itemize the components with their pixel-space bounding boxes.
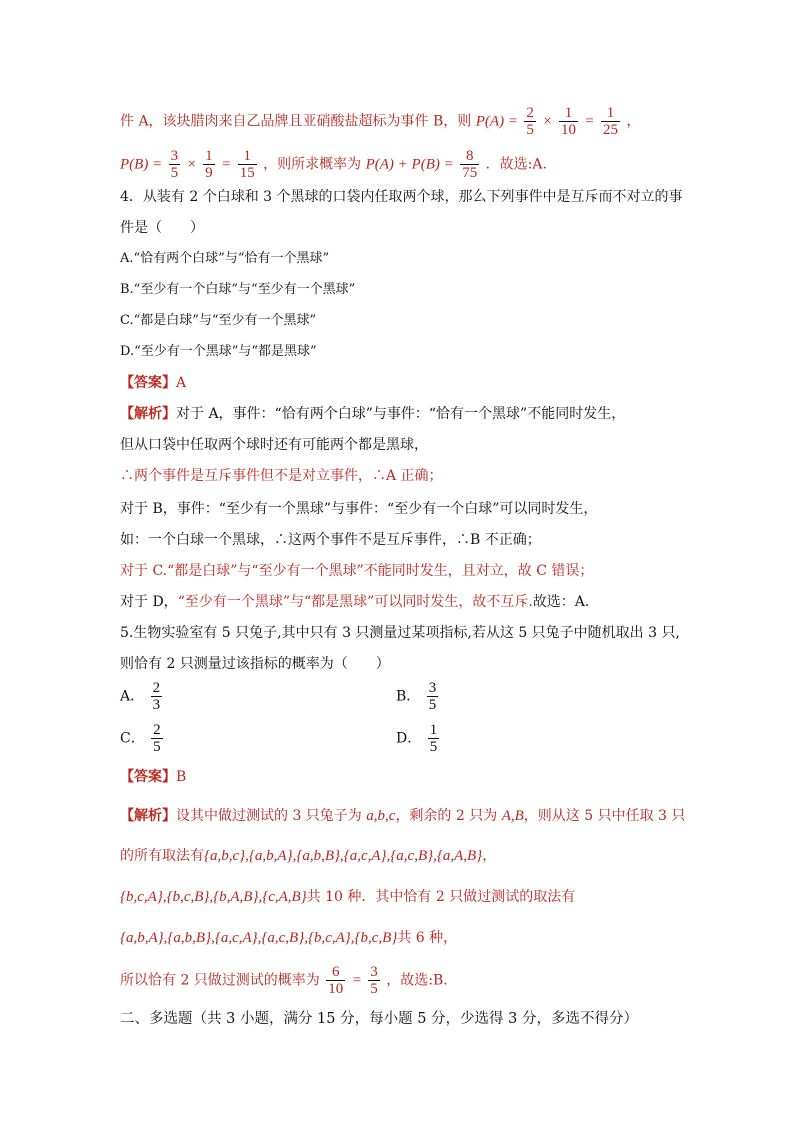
fraction: $\frac{6}{10}$ [328, 964, 344, 997]
q4-explain-2: 但从口袋中任取两个球时还有可能两个都是黑球， [120, 437, 428, 453]
q4-explain-4: 对于 B，事件：“至少有一个黑球”与事件：“至少有一个白球”可以同时发生， [120, 501, 598, 517]
q5-option-c: C． $\frac{2}{5}$ [120, 722, 161, 755]
fraction: $\frac{3}{5}$ [370, 964, 378, 997]
q4-stem-2: 件是（ ） [120, 220, 204, 236]
q4-explain-1: 【解析】对于 A，事件：“恰有两个白球”与事件：“恰有一个黑球”不能同时发生， [120, 406, 626, 422]
fraction: $\frac{2}{3}$ [152, 680, 161, 713]
q4-explain-6: 对于 C.“都是白球”与“至少有一个黑球”不能同时发生，且对立，故 C 错误； [120, 563, 594, 579]
fraction: $\frac{1}{5}$ [429, 722, 438, 755]
q5-explain-2: 的所有取法有{a,b,c},{a,b,A},{a,b,B},{a,c,A},{a,c,B},{a,A,B}， [120, 848, 497, 864]
q5-option-d: D． $\frac{1}{5}$ [396, 722, 438, 755]
q4-explain-7: 对于 D，“至少有一个黑球”与“都是黑球”可以同时发生，故不互斥.故选：A. [120, 594, 590, 610]
solution-line-1: 件 A，该块腊肉来自乙品牌且亚硝酸盐超标为事件 B，则 P(A) = $\frac{2}{5}$ × $\frac{1}{10}$ = $\frac{1}{25}$ ， [120, 105, 641, 138]
q5-stem-1: 5.生物实验室有 5 只兔子,其中只有 3 只测量过某项指标,若从这 5 只兔子中随机取出 3 只, [120, 625, 680, 641]
fraction: $\frac{3}{5}$ [428, 680, 437, 713]
q4-stem-1: 4．从装有 2 个白球和 3 个黑球的口袋内任取两个球，那么下列事件中是互斥而不对立的事 [120, 189, 683, 205]
fraction: $\frac{8}{75}$ [462, 148, 478, 181]
q5-answer: 【答案】B [120, 769, 187, 785]
q4-option-d: D.“至少有一个黑球”与“都是黑球” [120, 344, 317, 359]
fraction: $\frac{1}{10}$ [560, 105, 576, 138]
fraction: $\frac{1}{25}$ [602, 105, 618, 138]
q4-option-b: B.“至少有一个白球”与“至少有一个黑球” [120, 282, 356, 297]
fraction: $\frac{2}{5}$ [526, 105, 534, 138]
fraction: $\frac{1}{9}$ [205, 148, 213, 181]
q4-option-a: A.“恰有两个白球”与“恰有一个黑球” [120, 251, 330, 266]
q4-explain-3: ∴两个事件是互斥事件但不是对立事件，∴A 正确； [120, 468, 443, 484]
q4-explain-5: 如：一个白球一个黑球，∴这两个事件不是互斥事件，∴B 不正确； [120, 532, 541, 548]
fraction: $\frac{1}{15}$ [239, 148, 255, 181]
q5-explain-1: 【解析】设其中做过测试的 3 只兔子为 a,b,c，剩余的 2 只为 A,B，则从这 5 只中任取 3 只 [120, 808, 686, 824]
q5-option-b: B． $\frac{3}{5}$ [396, 680, 437, 713]
q4-answer: 【答案】A [120, 375, 187, 391]
q5-explain-3: {b,c,A},{b,c,B},{b,A,B},{c,A,B}共 10 种．其中恰有 2 只做过测试的取法有 [120, 889, 576, 905]
q5-explain-4: {a,b,A},{a,b,B},{a,c,A},{a,c,B},{b,c,A},{b,c,B}共 6 种， [120, 930, 458, 946]
q4-option-c: C.“都是白球”与“至少有一个黑球” [120, 313, 317, 328]
q5-option-a: A． $\frac{2}{3}$ [120, 680, 161, 713]
q5-stem-2: 则恰有 2 只测量过该指标的概率为（ ） [120, 656, 390, 672]
q5-explain-5: 所以恰有 2 只做过测试的概率为 $\frac{6}{10}$ = $\frac{3}{5}$ ，故选:B. [120, 964, 448, 997]
fraction: $\frac{2}{5}$ [153, 722, 161, 755]
solution-line-2: P(B) = $\frac{3}{5}$ × $\frac{1}{9}$ = $\frac{1}{15}$ ，则所求概率为 P(A) + P(B) = $\frac{8}{75}$ ．故选:A. [120, 148, 547, 181]
section-multiple-choice-heading: 二、多选题（共 3 小题，满分 15 分，每小题 5 分，少选得 3 分，多选不得分） [120, 1011, 638, 1027]
fraction: $\frac{3}{5}$ [170, 148, 179, 181]
